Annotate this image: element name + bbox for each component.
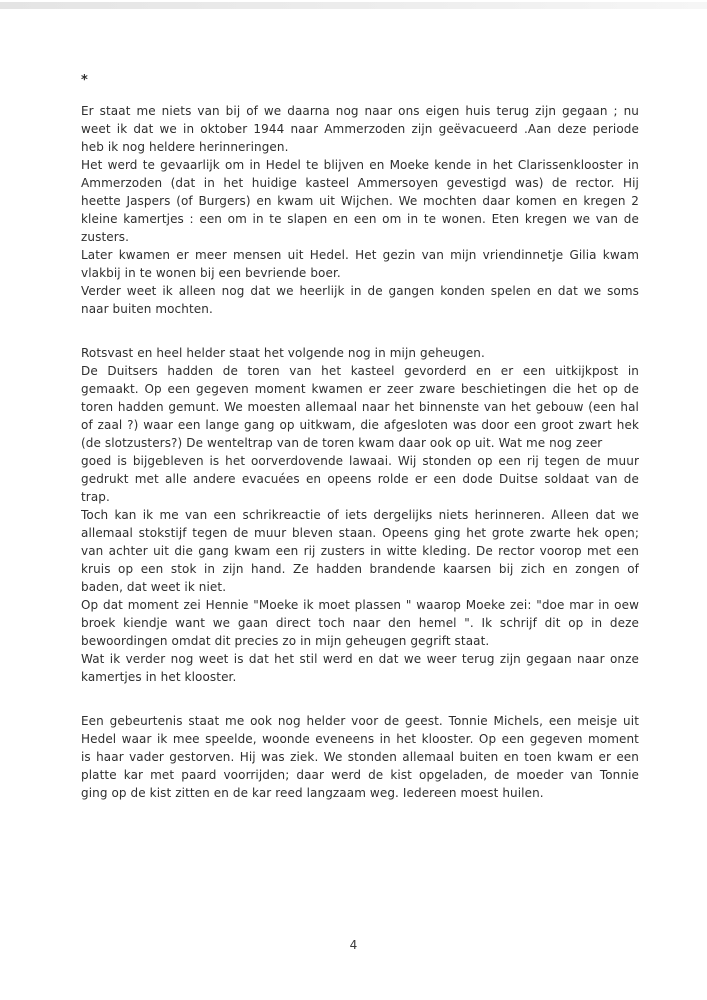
text-line: gemaakt. Op een gegeven moment kwamen er zeer zware beschietingen die het op de bbox=[81, 382, 639, 396]
scan-edge-artifact bbox=[0, 2, 707, 9]
text-line: baden, dat weet ik niet. bbox=[81, 580, 227, 594]
text-line: broek kiendje want we gaan direct toch naar den hemel ". Ik schrijf dit op in deze bbox=[81, 616, 639, 630]
text-line: van achter uit die gang kwam een rij zusters in witte kleding. De rector voorop met een bbox=[81, 544, 639, 558]
text-line: Er staat me niets van bij of we daarna nog naar ons eigen huis terug zijn gegaan ; nu bbox=[81, 104, 639, 118]
text-line: trap. bbox=[81, 490, 110, 504]
text-line: bewoordingen omdat dit precies zo in mijn geheugen gegrift staat. bbox=[81, 634, 490, 648]
text-line: Ammerzoden (dat in het huidige kasteel Ammersoyen gevestigd was) de rector. Hij bbox=[81, 176, 639, 190]
paragraph bbox=[81, 596, 639, 650]
text-line: Het werd te gevaarlijk om in Hedel te blijven en Moeke kende in het Clarissenklooster in bbox=[81, 158, 639, 172]
text-line: naar buiten mochten. bbox=[81, 302, 213, 316]
text-line: vlakbij in te wonen bij een bevriende boer. bbox=[81, 266, 341, 280]
paragraph bbox=[81, 712, 639, 802]
text-line: Later kwamen er meer mensen uit Hedel. Het gezin van mijn vriendinnetje Gilia kwam bbox=[81, 248, 639, 262]
text-line: Verder weet ik alleen nog dat we heerlijk in de gangen konden spelen en dat we soms bbox=[81, 284, 639, 298]
document-content bbox=[81, 72, 639, 802]
text-line: De Duitsers hadden de toren van het kasteel gevorderd en er een uitkijkpost in bbox=[81, 364, 639, 378]
text-line: gedrukt met alle andere evacuées en opeens rolde er een dode Duitse soldaat van de bbox=[81, 472, 639, 486]
text-line: Op dat moment zei Hennie "Moeke ik moet plassen " waarop Moeke zei: "doe mar in oew bbox=[81, 598, 639, 612]
paragraph bbox=[81, 246, 639, 282]
text-line: kamertjes in het klooster. bbox=[81, 670, 237, 684]
page-number: 4 bbox=[349, 938, 358, 952]
text-line: heette Jaspers (of Burgers) en kwam uit Wijchen. We mochten daar komen en kregen 2 bbox=[81, 194, 639, 208]
text-line: (de slotzusters?) De wenteltrap van de toren kwam daar ook op uit. Wat me nog zeer bbox=[81, 436, 603, 450]
paragraph bbox=[81, 506, 639, 596]
text-line: allemaal stokstijf tegen de muur bleven staan. Opeens ging het grote zwarte hek open; bbox=[81, 526, 639, 540]
paragraph bbox=[81, 282, 639, 318]
text-line: is haar vader gestorven. Hij was ziek. We stonden allemaal buiten en toen kwam er een bbox=[81, 750, 639, 764]
section-marker: * bbox=[81, 73, 88, 88]
text-line: toren hadden gemunt. We moesten allemaal naar het binnenste van het gebouw (een hal bbox=[81, 400, 639, 414]
document-body bbox=[81, 102, 639, 802]
text-line: of zaal ?) waar een lange gang op uitkwam, die afgesloten was door een groot zwart hek bbox=[81, 418, 639, 432]
text-line: zusters. bbox=[81, 230, 130, 244]
paragraph bbox=[81, 102, 639, 156]
text-line: platte kar met paard voorrijden; daar werd de kist opgeladen, de moeder van Tonnie bbox=[81, 768, 639, 782]
text-line: Wat ik verder nog weet is dat het stil werd en dat we weer terug zijn gegaan naar onze bbox=[81, 652, 639, 666]
paragraph bbox=[81, 156, 639, 246]
paragraph bbox=[81, 344, 639, 362]
text-line: goed is bijgebleven is het oorverdovende lawaai. Wij stonden op een rij tegen de muur bbox=[81, 454, 639, 468]
text-line: ging op de kist zitten en de kar reed langzaam weg. Iedereen moest huilen. bbox=[81, 786, 544, 800]
text-line: Een gebeurtenis staat me ook nog helder voor de geest. Tonnie Michels, een meisje uit bbox=[81, 714, 639, 728]
text-line: Hedel waar ik mee speelde, woonde eveneens in het klooster. Op een gegeven moment bbox=[81, 732, 639, 746]
text-line: weet ik dat we in oktober 1944 naar Ammerzoden zijn geëvacueerd .Aan deze periode bbox=[81, 122, 639, 136]
paragraph bbox=[81, 650, 639, 686]
text-line: heb ik nog heldere herinneringen. bbox=[81, 140, 289, 154]
text-line: kleine kamertjes : een om in te slapen en een om in te wonen. Eten kregen we van de bbox=[81, 212, 639, 226]
paragraph bbox=[81, 362, 639, 506]
text-line: kruis op een stok in zijn hand. Ze hadden brandende kaarsen bij zich en zongen of bbox=[81, 562, 639, 576]
text-line: Rotsvast en heel helder staat het volgende nog in mijn geheugen. bbox=[81, 346, 485, 360]
text-line: Toch kan ik me van een schrikreactie of iets dergelijks niets herinneren. Alleen dat we bbox=[81, 508, 639, 522]
